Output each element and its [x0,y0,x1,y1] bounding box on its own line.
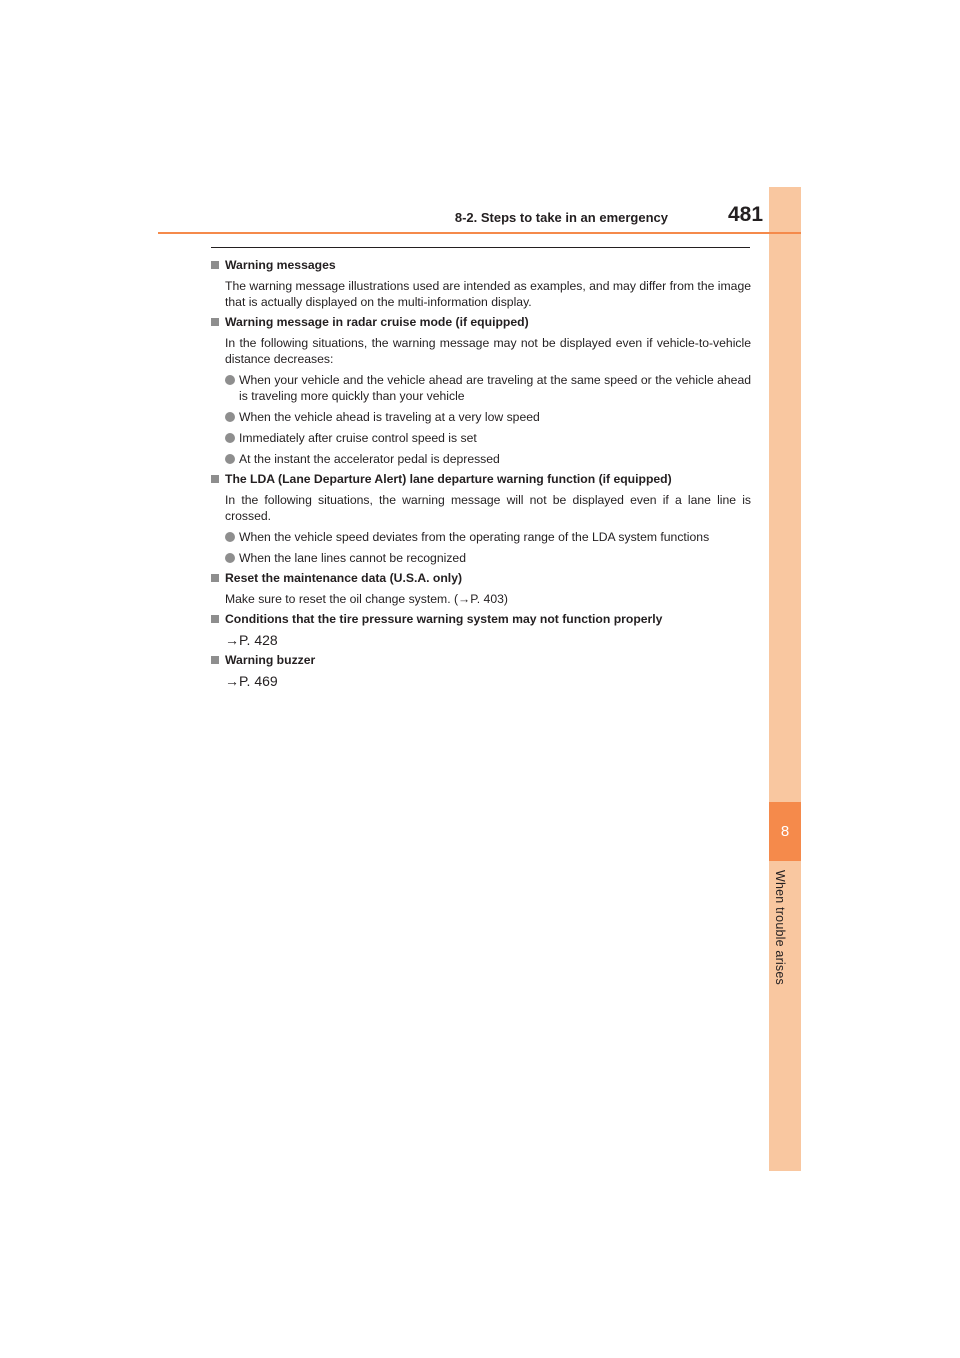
circle-bullet-icon [225,433,235,443]
page-reference-link[interactable]: Make sure to reset the oil change system. (→P. 403) [225,592,508,606]
circle-bullet-icon [225,412,235,422]
circle-bullet-icon [225,532,235,542]
section-heading-text: Warning message in radar cruise mode (if equipped) [225,315,529,329]
section-heading [211,471,751,487]
chapter-number: 8 [780,823,790,840]
list-item [211,430,751,446]
list-item [211,550,751,566]
section-heading-text: Reset the maintenance data (U.S.A. only) [225,571,463,585]
section-heading-text: The LDA (Lane Departure Alert) lane departure warning function (if equipped) [225,472,672,486]
list-item [211,529,751,545]
section-heading [211,570,751,586]
page-number: 481 [728,203,764,226]
page-reference-link[interactable]: →P. 428 [225,632,278,648]
circle-bullet-icon [225,553,235,563]
list-item-text: When the vehicle speed deviates from the operating range of the LDA system functions [239,530,710,544]
circle-bullet-icon [225,375,235,385]
square-bullet-icon [211,656,219,664]
chapter-number-tab[interactable] [769,802,801,861]
header-rule [158,232,801,234]
page-reference-link[interactable]: →P. 469 [225,673,278,689]
content-column [211,257,751,689]
section-body: In the following situations, the warning message will not be displayed even if a lane line is crossed. [225,493,751,523]
square-bullet-icon [211,615,219,623]
section-heading-text: Warning messages [225,258,336,272]
section-heading-text: Warning buzzer [225,653,316,667]
list-item [211,372,751,404]
square-bullet-icon [211,574,219,582]
section-heading-text: Conditions that the tire pressure warning system may not function properly [225,612,663,626]
list-item-text: When the lane lines cannot be recognized [239,551,466,565]
chapter-title: When trouble arises [773,870,787,985]
section-body: In the following situations, the warning message may not be displayed even if vehicle-to-vehicle distance decreases: [225,336,751,366]
list-item [211,451,751,467]
section-body: The warning message illustrations used are intended as examples, and may differ from the image that is actually displayed on the multi-information display. [225,279,751,309]
content-rule [211,247,750,248]
list-item [211,409,751,425]
square-bullet-icon [211,261,219,269]
list-item-text: Immediately after cruise control speed is set [239,431,477,445]
section-title: 8-2. Steps to take in an emergency [454,210,668,225]
circle-bullet-icon [225,454,235,464]
list-item-text: When your vehicle and the vehicle ahead are traveling at the same speed or the vehicle ahead is traveling more quickly than your vehicle [239,373,751,403]
chapter-side-tab [769,187,801,1171]
section-heading [211,611,751,627]
square-bullet-icon [211,318,219,326]
section-heading [211,257,751,273]
list-item-text: When the vehicle ahead is traveling at a very low speed [239,410,540,424]
list-item-text: At the instant the accelerator pedal is depressed [239,452,500,466]
section-heading [211,652,751,668]
square-bullet-icon [211,475,219,483]
section-heading [211,314,751,330]
